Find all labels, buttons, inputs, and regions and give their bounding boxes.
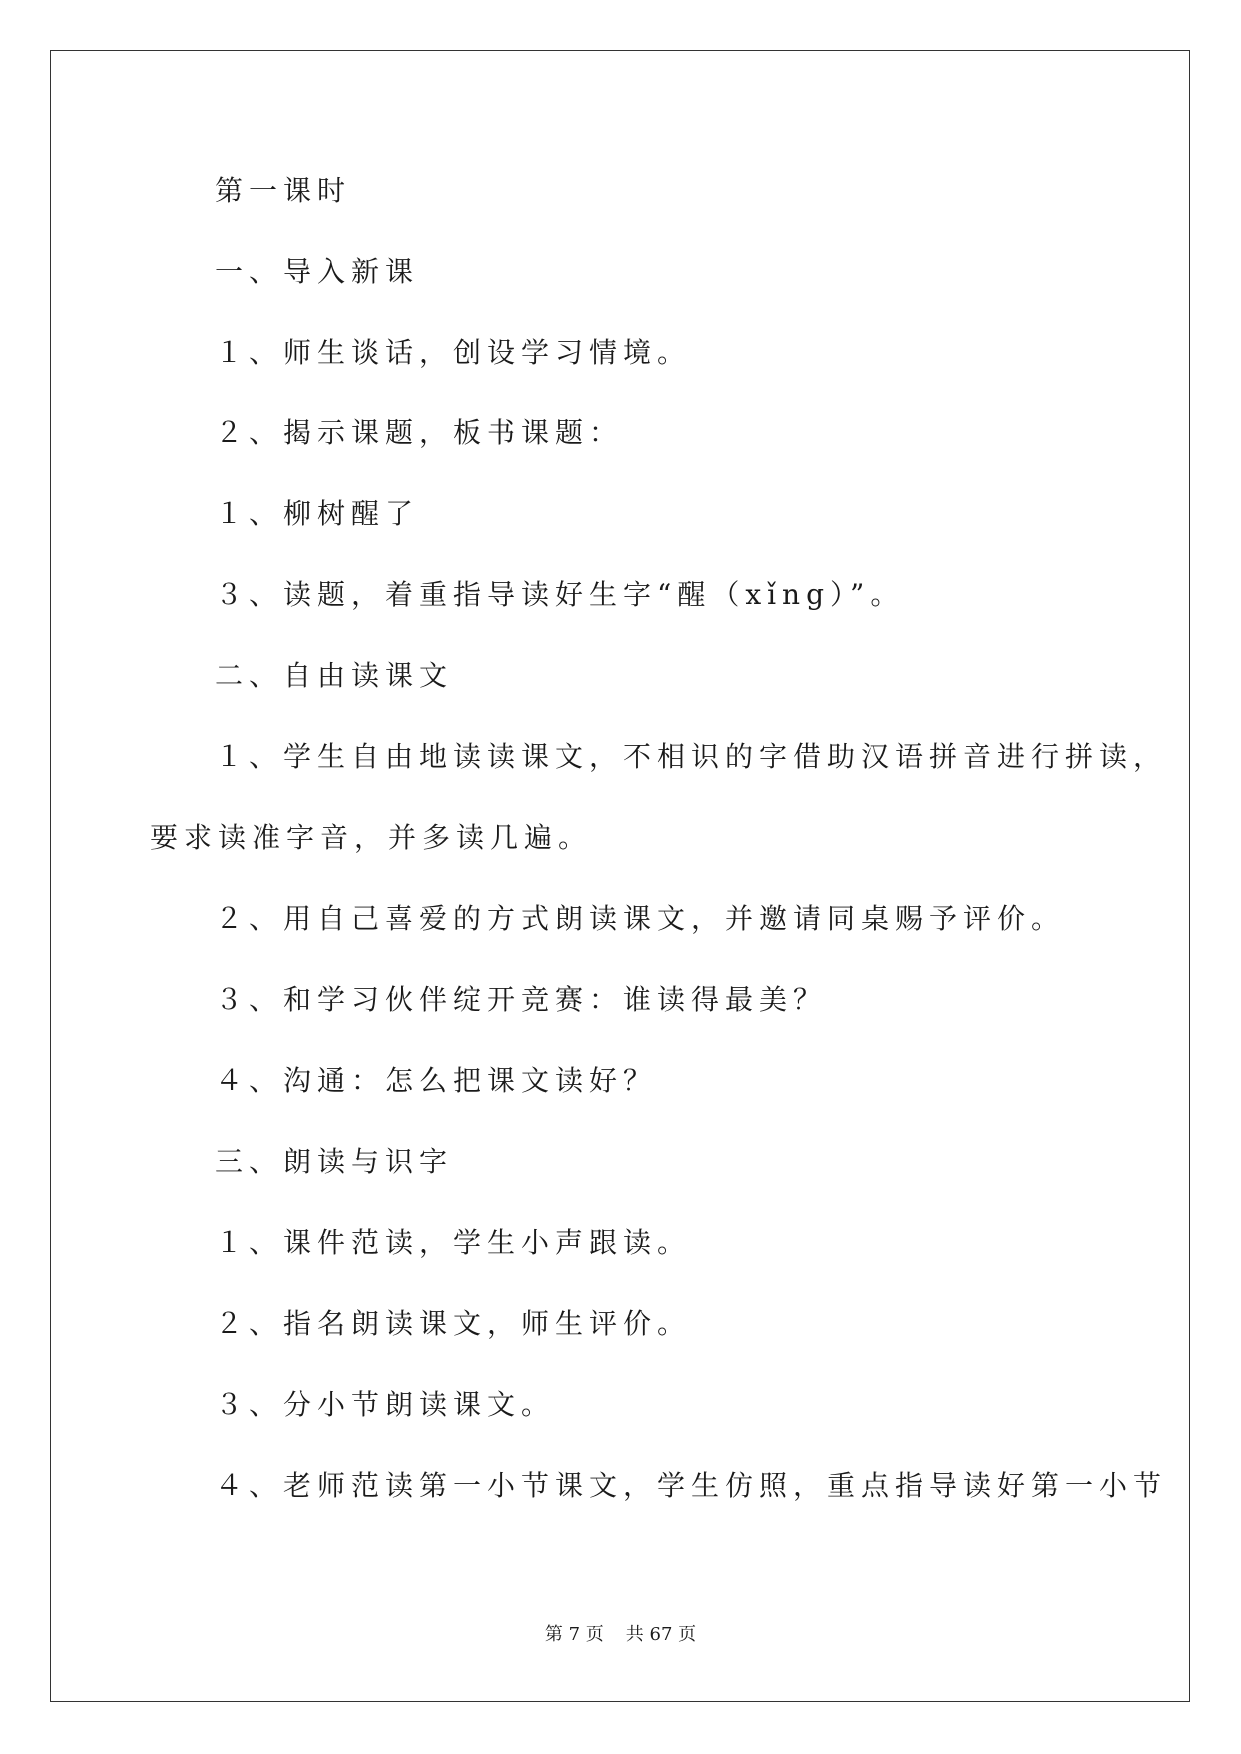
paragraph: ２、用自己喜爱的方式朗读课文，并邀请同桌赐予评价。 xyxy=(215,902,1066,935)
page-border xyxy=(50,50,1190,1702)
paragraph: ４、老师范读第一小节课文，学生仿照，重点指导读好第一小节 xyxy=(215,1469,1168,1502)
lesson-heading: 第一课时 xyxy=(215,174,352,207)
paragraph: ３、读题，着重指导读好生字“醒（xǐng）”。 xyxy=(215,578,905,611)
paragraph: １、柳树醒了 xyxy=(215,497,420,530)
page-footer xyxy=(0,1623,1241,1647)
section-heading: 三、朗读与识字 xyxy=(215,1145,454,1178)
paragraph: １、课件范读，学生小声跟读。 xyxy=(215,1226,692,1259)
page-total: 共 67 页 xyxy=(625,1624,697,1645)
paragraph: １、师生谈话，创设学习情境。 xyxy=(215,336,692,369)
paragraph: ２、指名朗读课文，师生评价。 xyxy=(215,1307,692,1340)
page-number: 第 7 页 xyxy=(544,1624,604,1645)
section-heading: 二、自由读课文 xyxy=(215,659,454,692)
section-heading: 一、导入新课 xyxy=(215,255,420,288)
paragraph: ３、分小节朗读课文。 xyxy=(215,1388,556,1421)
paragraph-continuation: 要求读准字音，并多读几遍。 xyxy=(150,821,593,854)
paragraph: ２、揭示课题，板书课题： xyxy=(215,416,624,449)
paragraph: ４、沟通：怎么把课文读好？ xyxy=(215,1064,658,1097)
paragraph: １、学生自由地读读课文，不相识的字借助汉语拼音进行拼读， xyxy=(215,740,1168,773)
paragraph: ３、和学习伙伴绽开竞赛：谁读得最美？ xyxy=(215,983,828,1016)
